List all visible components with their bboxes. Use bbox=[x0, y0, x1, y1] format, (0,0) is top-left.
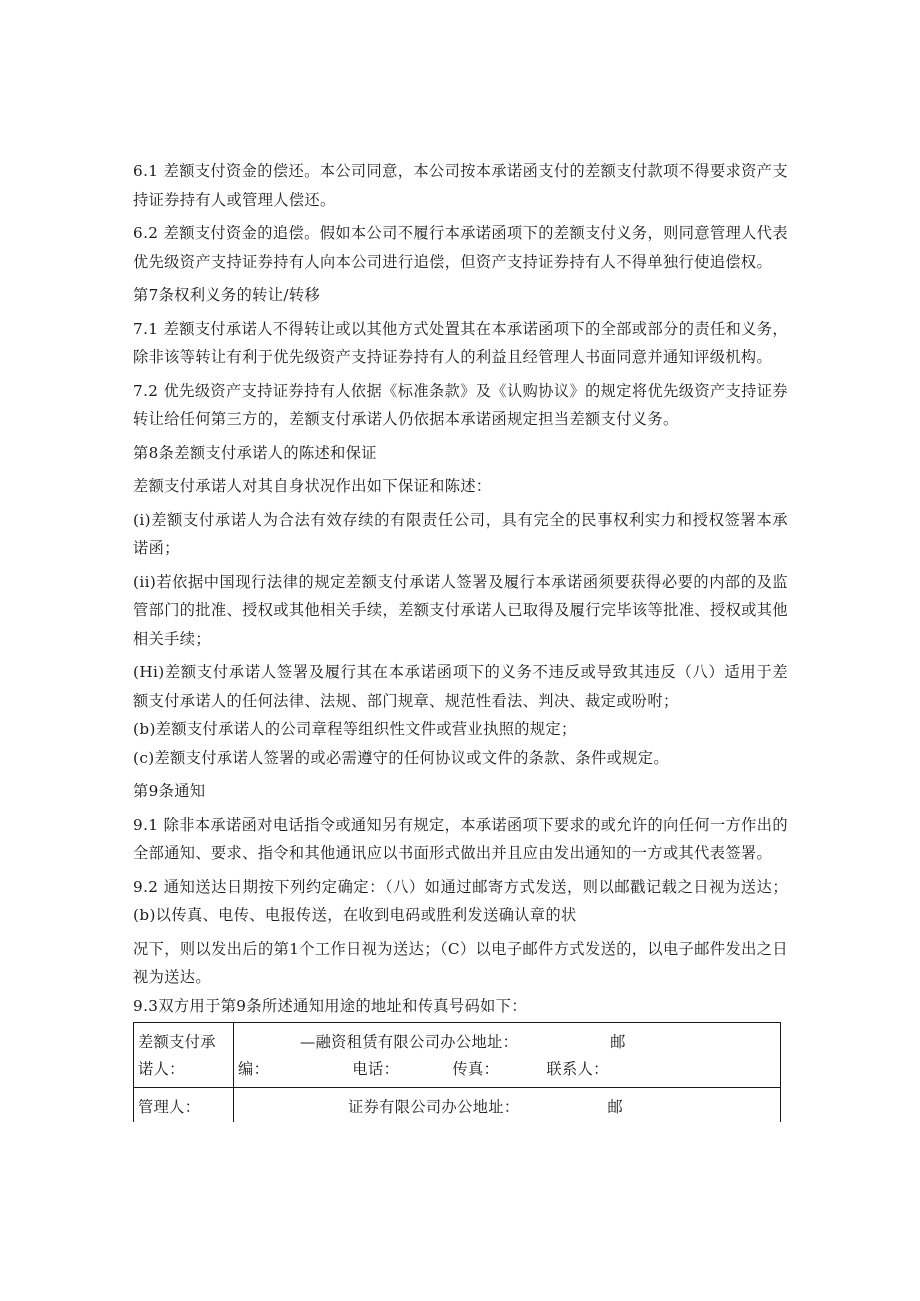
guarantor-company: —融资租赁有限公司办公地址： bbox=[300, 1033, 519, 1051]
clause-8-i: (i)差额支付承诺人为合法有效存续的有限责任公司，具有完全的民事权利实力和授权签署本承诺函； bbox=[133, 510, 788, 557]
article-9-heading: 第9条通知 bbox=[133, 782, 206, 800]
clause-8-ii: (ii)若依据中国现行法律的规定差额支付承诺人签署及履行本承诺函须要获得必要的内部的及监管部门的批准、授权或其他相关手续，差额支付承诺人已取得及履行完毕该等批准、授权或其他相关手续； bbox=[133, 572, 788, 648]
contacts-table bbox=[133, 1022, 781, 1122]
guarantor-postcode-label: 编： bbox=[238, 1060, 270, 1078]
contacts-row-guarantor bbox=[134, 1023, 781, 1088]
clause-6-1: 6.1 差额支付资金的偿还。本公司同意，本公司按本承诺函支付的差额支付款项不得要求资产支持证券持有人或管理人偿还。 bbox=[133, 162, 788, 209]
clause-8-b: (b)差额支付承诺人的公司章程等组织性文件或营业执照的规定； bbox=[133, 720, 577, 738]
clause-9-2-part1: 9.2 通知送达日期按下列约定确定：（八）如通过邮寄方式发送，则以邮戳记载之日视为送达；(b)以传真、电传、电报传送，在收到电码或胜利发送确认章的状 bbox=[133, 877, 788, 924]
guarantor-label: 差额支付承诺人： bbox=[134, 1023, 234, 1088]
clause-7-1: 7.1 差额支付承诺人不得转让或以其他方式处置其在本承诺函项下的全部或部分的责任和义务，除非该等转让有利于优先级资产支持证券持有人的利益且经管理人书面同意并通知评级机构。 bbox=[133, 319, 788, 366]
manager-details bbox=[234, 1088, 781, 1123]
guarantor-details bbox=[234, 1023, 781, 1088]
guarantor-phone-label: 电话： bbox=[352, 1060, 400, 1078]
clause-6-2: 6.2 差额支付资金的追偿。假如本公司不履行本承诺函项下的差额支付义务，则同意管理人代表优先级资产支持证券持有人向本公司进行追偿，但资产支持证券持有人不得单独行使追偿权。 bbox=[133, 224, 788, 271]
clause-7-2: 7.2 优先级资产支持证券持有人依据《标准条款》及《认购协议》的规定将优先级资产支持证券转让给任何第三方的，差额支付承诺人仍依据本承诺函规定担当差额支付义务。 bbox=[133, 381, 788, 428]
clause-9-3: 9.3双方用于第9条所述通知用途的地址和传真号码如下： bbox=[133, 996, 527, 1015]
clause-9-2-part2: 况下，则以发出后的第1个工作日视为送达；（C）以电子邮件方式发送的，以电子邮件发出之日视为送达。 bbox=[133, 939, 788, 986]
document-page bbox=[133, 157, 788, 1122]
contacts-row-manager bbox=[134, 1088, 781, 1123]
clause-9-1: 9.1 除非本承诺函对电话指令或通知另有规定，本承诺函项下要求的或允许的向任何一方作出的全部通知、要求、指令和其他通讯应以书面形式做出并且应由发出通知的一方或其代表签署。 bbox=[133, 815, 788, 862]
article-7-heading: 第7条权利义务的转让/转移 bbox=[133, 286, 321, 304]
guarantor-contact-label: 联系人： bbox=[546, 1060, 609, 1078]
guarantor-post-label: 邮 bbox=[610, 1033, 626, 1051]
article-8-intro: 差额支付承诺人对其自身状况作出如下保证和陈述： bbox=[133, 477, 492, 495]
guarantor-fax-label: 传真： bbox=[452, 1060, 500, 1078]
manager-label: 管理人： bbox=[134, 1088, 234, 1123]
clause-8-iii: (Hi)差额支付承诺人签署及履行其在本承诺函项下的义务不违反或导致其违反（八）适用于差额支付承诺人的任何法律、法规、部门规章、规范性看法、判决、裁定或吩咐； bbox=[133, 663, 788, 710]
clause-8-c: (c)差额支付承诺人签署的或必需遵守的任何协议或文件的条款、条件或规定。 bbox=[133, 748, 669, 767]
manager-company: 证券有限公司办公地址： bbox=[348, 1098, 520, 1116]
manager-post-label: 邮 bbox=[607, 1098, 624, 1116]
article-8-heading: 第8条差额支付承诺人的陈述和保证 bbox=[133, 443, 377, 462]
